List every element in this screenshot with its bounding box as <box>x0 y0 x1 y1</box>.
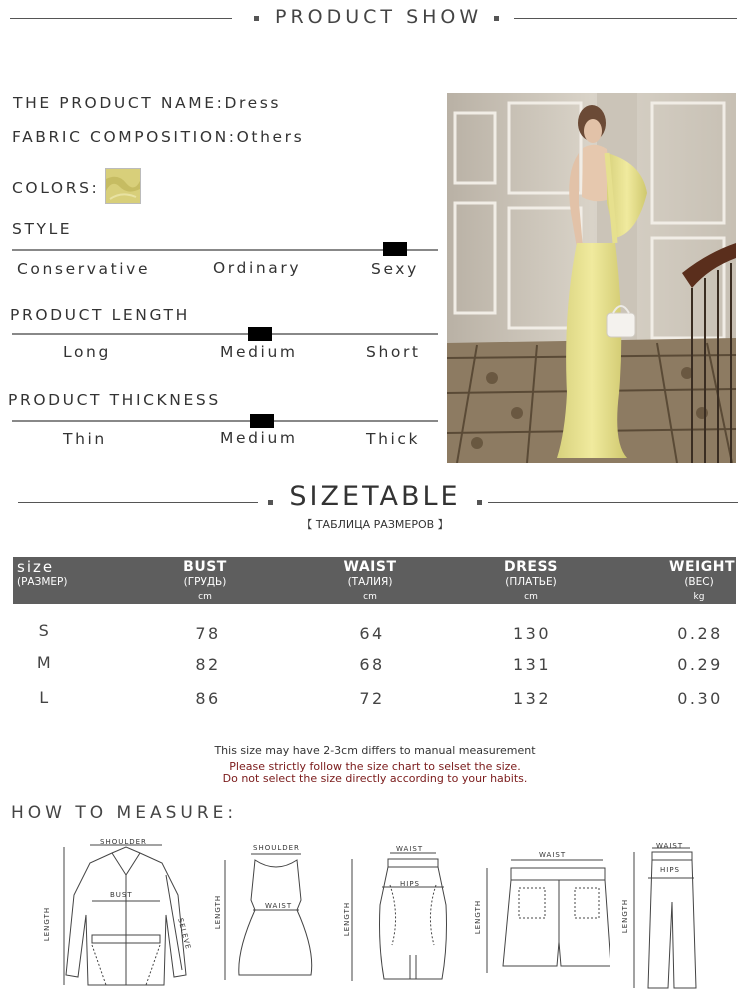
label-waist: WAIST <box>656 842 684 850</box>
header-dot-right <box>494 16 499 21</box>
col-bust-name: BUST <box>183 559 227 575</box>
cell-dress: 130 <box>512 624 552 643</box>
size-table-header <box>13 557 736 604</box>
how-to-measure-title: HOW TO MEASURE: <box>11 803 238 823</box>
sizetable-dot-right <box>477 500 482 505</box>
col-dress-sub: (ПЛАТЬЕ) <box>505 576 557 588</box>
col-dress-unit: cm <box>524 592 538 602</box>
dress-icon <box>215 840 315 985</box>
sizetable-rule-right <box>488 502 738 503</box>
col-size-name: size <box>17 558 55 576</box>
thickness-option-medium: Medium <box>220 429 298 447</box>
cell-bust: 86 <box>195 689 221 708</box>
dress-measure-diagram <box>215 840 315 985</box>
length-option-long: Long <box>63 343 111 361</box>
length-scale-line <box>12 333 438 335</box>
label-hips: HIPS <box>400 880 420 888</box>
col-weight-unit: kg <box>693 592 705 602</box>
note-follow-chart: Please strictly follow the size chart to selset the size. <box>229 760 521 773</box>
skirt-icon <box>340 845 450 985</box>
header-dot-left <box>254 16 259 21</box>
cell-waist: 72 <box>359 689 385 708</box>
col-bust-sub: (ГРУДЬ) <box>183 576 227 588</box>
label-length: LENGTH <box>43 906 52 942</box>
style-option-sexy: Sexy <box>371 260 419 278</box>
style-marker <box>383 242 407 256</box>
col-size <box>17 560 77 590</box>
length-option-short: Short <box>366 343 421 361</box>
cell-weight: 0.28 <box>677 624 723 643</box>
swatch-fabric-icon <box>106 169 140 203</box>
col-waist-sub: (ТАЛИЯ) <box>347 576 393 588</box>
cell-size: S <box>38 621 52 640</box>
thickness-option-thick: Thick <box>366 430 421 448</box>
col-waist <box>330 560 410 605</box>
note-habits: Do not select the size directly according to your habits. <box>222 772 528 785</box>
shorts-icon <box>475 848 610 978</box>
jacket-icon <box>50 835 200 990</box>
pants-icon <box>620 842 700 990</box>
thickness-option-thin: Thin <box>63 430 107 448</box>
fabric-composition: FABRIC COMPOSITION:Others <box>12 128 305 146</box>
thickness-label: PRODUCT THICKNESS <box>8 391 221 409</box>
length-option-medium: Medium <box>220 343 298 361</box>
style-option-conservative: Conservative <box>17 260 151 278</box>
label-waist: WAIST <box>265 902 293 910</box>
label-hips: HIPS <box>660 866 680 874</box>
color-swatch[interactable] <box>105 168 141 204</box>
col-weight-sub: (ВЕС) <box>684 576 714 588</box>
jacket-measure-diagram <box>43 835 200 990</box>
label-shoulder: SHOULDER <box>100 838 147 846</box>
col-waist-unit: cm <box>363 592 377 602</box>
header-rule-left <box>10 18 232 19</box>
style-label: STYLE <box>12 220 73 238</box>
col-weight-name: WEIGHT <box>669 559 735 575</box>
pants-measure-diagram <box>620 842 700 990</box>
sizetable-subtitle: 【 ТАБЛИЦА РАЗМЕРОВ 】 <box>301 518 449 531</box>
label-length: LENGTH <box>343 901 352 937</box>
cell-waist: 64 <box>359 624 385 643</box>
length-marker <box>248 327 272 341</box>
skirt-measure-diagram <box>340 845 450 985</box>
col-dress <box>491 560 571 605</box>
col-bust-unit: cm <box>198 592 212 602</box>
cell-weight: 0.30 <box>677 689 723 708</box>
shorts-measure-diagram <box>475 848 610 978</box>
label-waist: WAIST <box>396 845 424 853</box>
thickness-scale-line <box>12 420 438 422</box>
cell-dress: 131 <box>512 655 552 674</box>
label-shoulder: SHOULDER <box>253 844 300 852</box>
label-length: LENGTH <box>621 898 630 934</box>
model-photo-image <box>447 93 736 463</box>
col-bust <box>165 560 245 605</box>
cell-bust: 78 <box>195 624 221 643</box>
thickness-marker <box>250 414 274 428</box>
length-label: PRODUCT LENGTH <box>10 306 190 324</box>
label-waist: WAIST <box>539 851 567 859</box>
label-sleeve: SELEVE <box>176 917 193 951</box>
col-size-sub: (РАЗМЕР) <box>17 576 68 588</box>
product-name: THE PRODUCT NAME:Dress <box>13 94 282 112</box>
cell-waist: 68 <box>359 655 385 674</box>
cell-weight: 0.29 <box>677 655 723 674</box>
cell-dress: 132 <box>512 689 552 708</box>
col-weight <box>663 560 735 605</box>
header-rule-right <box>514 18 737 19</box>
label-length: LENGTH <box>214 894 223 930</box>
style-scale-line <box>12 249 438 251</box>
page-title: PRODUCT SHOW <box>275 6 483 28</box>
cell-size: L <box>39 688 51 707</box>
cell-bust: 82 <box>195 655 221 674</box>
col-dress-name: DRESS <box>503 559 558 575</box>
sizetable-title: SIZETABLE <box>289 481 461 512</box>
product-photo[interactable] <box>447 93 736 463</box>
note-measurement: This size may have 2-3cm differs to manual measurement <box>214 744 536 757</box>
style-option-ordinary: Ordinary <box>213 259 302 277</box>
colors-label: COLORS: <box>12 179 100 197</box>
col-waist-name: WAIST <box>343 559 397 575</box>
label-bust: BUST <box>110 891 133 899</box>
label-length: LENGTH <box>474 899 483 935</box>
cell-size: M <box>36 653 54 672</box>
